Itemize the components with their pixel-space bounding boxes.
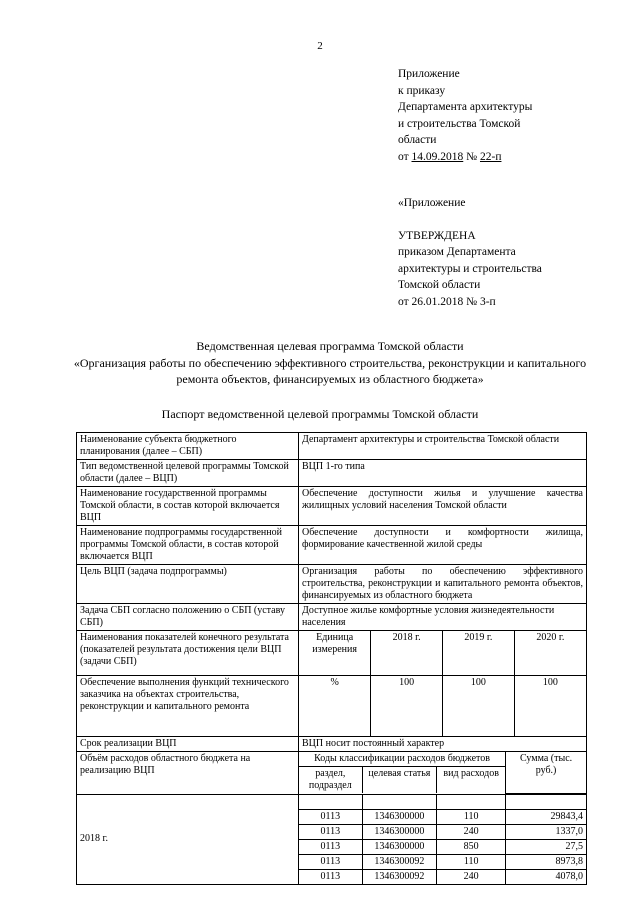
budget-article: 1346300000 — [362, 824, 437, 839]
budget-section: 0113 — [299, 839, 362, 854]
budget-type: 110 — [437, 809, 506, 824]
budget-article: 1346300000 — [362, 809, 437, 824]
task-value: Доступное жилье комфортные условия жизнедеятельности населения — [299, 604, 587, 631]
budget-article: 1346300092 — [362, 869, 437, 884]
number-prefix: № — [463, 150, 480, 163]
budget-sum: 8973,8 — [506, 854, 586, 869]
appendix-line: Департамента архитектуры — [398, 101, 533, 113]
budget-row — [299, 839, 586, 854]
section-header: раздел, подраздел — [299, 767, 362, 794]
approved-heading: УТВЕРЖДЕНА — [398, 229, 476, 242]
approval-line: приказом Департамента — [398, 246, 516, 258]
year-header: 2020 г. — [514, 631, 586, 675]
budget-header-cell — [299, 752, 587, 795]
budget-sum: 27,5 — [506, 839, 586, 854]
spacer — [362, 795, 437, 810]
appendix-line: к приказу — [398, 84, 446, 97]
type-value: ВЦП 1-го типа — [299, 460, 587, 487]
codes-header: Коды классификации расходов бюджетов — [299, 752, 506, 767]
budget-row — [299, 854, 586, 869]
goal-value: Организация работы по обеспечению эффективного строительства, реконструкции и капитального ремонта объектов, финансируемых из областного бюджета — [299, 565, 587, 604]
subject-value: Департамент архитектуры и строительства Томской области — [299, 433, 587, 460]
gov-program-value: Обеспечение доступности жилья и улучшение качества жилищных условий населения Томской области — [299, 487, 587, 526]
budget-type: 850 — [437, 839, 506, 854]
appendix-block — [398, 66, 598, 165]
task-label: Задача СБП согласно положению о СБП (уставу СБП) — [77, 604, 299, 631]
subprogram-label: Наименование подпрограммы государственной программы Томской области, в состав которой включается ВЦП — [77, 526, 299, 565]
budget-sum: 1337,0 — [506, 824, 586, 839]
budget-section: 0113 — [299, 824, 362, 839]
budget-rows — [299, 795, 586, 884]
approval-line: Томской области — [398, 279, 481, 291]
program-title-line1: Ведомственная целевая программа Томской области — [196, 339, 464, 353]
indicators-header-cell — [299, 631, 587, 676]
budget-row — [299, 869, 586, 884]
budget-type: 110 — [437, 854, 506, 869]
page-number: 2 — [317, 40, 323, 52]
budget-section: 0113 — [299, 869, 362, 884]
gov-program-label: Наименование государственной программы Томской области, в состав которой включается ВЦП — [77, 487, 299, 526]
table-row — [77, 737, 587, 752]
budget-type: 240 — [437, 824, 506, 839]
indicator-values-cell — [299, 676, 587, 737]
indicators-label: Наименования показателей конечного результата (показателей результата достижения цели ВЦП (задачи СБП) — [77, 631, 299, 676]
program-title-line2: «Организация работы по обеспечению эффективного строительства, реконструкции и капитального ремонта объектов, финансируемых из областного бюджета» — [73, 355, 587, 386]
budget-section: 0113 — [299, 854, 362, 869]
indicator-value: 100 — [443, 676, 515, 736]
term-label: Срок реализации ВЦП — [77, 737, 299, 752]
spacer — [437, 795, 506, 810]
indicator-value: 100 — [514, 676, 586, 736]
year-label: 2018 г. — [77, 794, 299, 884]
article-header: целевая статья — [362, 767, 437, 794]
subprogram-value: Обеспечение доступности и комфортности жилища, формирование качественной жилой среды — [299, 526, 587, 565]
subject-label: Наименование субъекта бюджетного планирования (далее – СБП) — [77, 433, 299, 460]
sum-header: Сумма (тыс. руб.) — [506, 752, 586, 793]
table-row — [77, 526, 587, 565]
table-row — [77, 794, 587, 884]
budget-row — [299, 824, 586, 839]
indicator-values — [299, 676, 586, 736]
budget-article: 1346300000 — [362, 839, 437, 854]
passport-table — [76, 432, 587, 885]
budget-section: 0113 — [299, 809, 362, 824]
table-row — [77, 460, 587, 487]
date-prefix: от — [398, 150, 412, 163]
indicator-value: 100 — [371, 676, 443, 736]
goal-label: Цель ВЦП (задача подпрограммы) — [77, 565, 299, 604]
passport-title: Паспорт ведомственной целевой программы Томской области — [161, 407, 479, 421]
table-row — [77, 433, 587, 460]
order-date: 14.09.2018 — [411, 150, 464, 163]
table-row — [77, 676, 587, 737]
approval-line: архитектуры и строительства — [398, 262, 542, 275]
appendix-line: области — [398, 134, 437, 146]
approval-block — [398, 195, 608, 310]
budget-sum: 29843,4 — [506, 809, 586, 824]
approval-line: от 26.01.2018 № 3-п — [398, 295, 496, 308]
budget-header — [299, 752, 586, 794]
table-row — [77, 752, 587, 795]
budget-sum: 4078,0 — [506, 869, 586, 884]
spacer — [506, 795, 586, 810]
appendix-date-line — [398, 149, 598, 166]
indicators-header — [299, 631, 586, 675]
program-title — [60, 338, 600, 388]
order-number: 22-п — [479, 150, 502, 163]
indicator-unit: % — [299, 676, 371, 736]
type-label: Тип ведомственной целевой программы Томской области (далее – ВЦП) — [77, 460, 299, 487]
term-value: ВЦП носит постоянный характер — [299, 737, 587, 752]
budget-label: Объём расходов областного бюджета на реализацию ВЦП — [77, 752, 299, 795]
table-row — [77, 487, 587, 526]
approval-quote-line: «Приложение — [398, 197, 466, 209]
indicator-name: Обеспечение выполнения функций технического заказчика на объектах строительства, реконструкции и капитального ремонта — [77, 676, 299, 737]
unit-header: Единица измерения — [299, 631, 371, 675]
table-row — [77, 565, 587, 604]
year-header: 2018 г. — [371, 631, 443, 675]
budget-row — [299, 809, 586, 824]
type-header: вид расходов — [437, 767, 506, 794]
spacer — [299, 795, 362, 810]
table-row — [77, 631, 587, 676]
appendix-line: и строительства Томской — [398, 117, 521, 130]
budget-rows-cell — [299, 794, 587, 884]
budget-article: 1346300092 — [362, 854, 437, 869]
table-row — [77, 604, 587, 631]
appendix-line: Приложение — [398, 68, 460, 80]
year-header: 2019 г. — [443, 631, 515, 675]
budget-type: 240 — [437, 869, 506, 884]
